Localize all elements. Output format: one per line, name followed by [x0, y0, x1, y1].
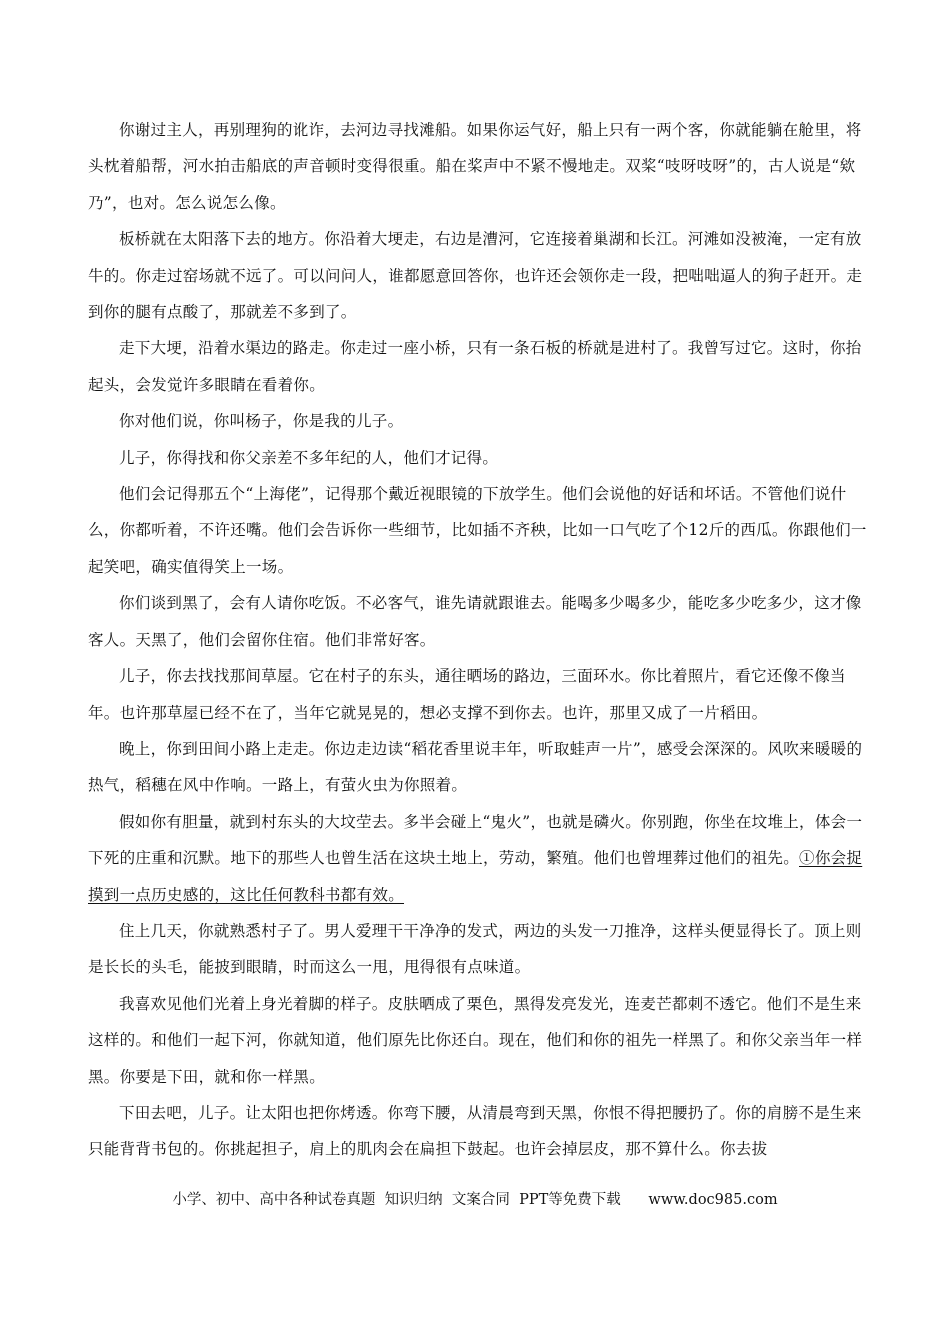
- page-footer: [0, 1188, 950, 1209]
- paragraph-3: 走下大埂，沿着水渠边的路走。你走过一座小桥，只有一条石板的桥就是进村了。我曾写过它。这时，你抬起头，会发觉许多眼睛在看着你。: [88, 339, 862, 394]
- paragraph-10: [88, 804, 870, 913]
- paragraph-7: 你们谈到黑了，会有人请你吃饭。不必客气，谁先请就跟谁去。能喝多少喝多少，能吃多少吃多少，这才像客人。天黑了，他们会留你住宿。他们非常好客。: [88, 594, 862, 649]
- paragraph-11: 住上几天，你就熟悉村子了。男人爱理干干净净的发式，两边的头发一刀推净，这样头便显得长了。顶上则是长长的头毛，能披到眼睛，时而这么一甩，甩得很有点味道。: [88, 921, 862, 977]
- paragraph-1: 你谢过主人，再别理狗的讹诈，去河边寻找滩船。如果你运气好，船上只有一两个客，你就能躺在舱里，将头枕着船帮，河水拍击船底的声音顿时变得很重。船在桨声中不紧不慢地走。双桨“吱呀吱呀”的，古人说是“欸乃”，也对。怎么说怎么像。: [88, 121, 862, 212]
- paragraph-9: 晚上，你到田间小路上走走。你边走边读“稻花香里说丰年，听取蛙声一片”，感受会深深的。风吹来暖暖的热气，稻穗在风中作响。一路上，有萤火虫为你照着。: [88, 739, 863, 795]
- paragraph-5: 儿子，你得找和你父亲差不多年纪的人，他们才记得。: [119, 448, 499, 467]
- underlined-sentence: ①你会捉摸到一点历史感的，这比任何教科书都有效。: [88, 849, 863, 904]
- paragraph-13: 下田去吧，儿子。让太阳也把你烤透。你弯下腰，从清晨弯到天黑，你恨不得把腰扔了。你的肩膀不是生来只能背背书包的。你挑起担子，肩上的肌肉会在扁担下鼓起。也许会掉层皮，那不算什么。你去拔: [88, 1103, 862, 1159]
- article-body: [88, 112, 870, 1168]
- footer-promo-text: 小学、初中、高中各种试卷真题 知识归纳 文案合同 PPT等免费下载: [172, 1192, 621, 1208]
- paragraph-12: 我喜欢见他们光着上身光着脚的样子。皮肤晒成了栗色，黑得发亮发光，连麦芒都刺不透它。他们不是生来这样的。和他们一起下河，你就知道，他们原先比你还白。现在，他们和你的祖先一样黑了。和你父亲当年一样黑。你要是下田，就和你一样黑。: [88, 994, 863, 1086]
- paragraph-6: 他们会记得那五个“上海佬”，记得那个戴近视眼镜的下放学生。他们会说他的好话和坏话。不管他们说什么，你都听着，不许还嘴。他们会告诉你一些细节，比如插不齐秧，比如一口气吃了个12斤的西瓜。你跟他们一起笑吧，确实值得笑上一场。: [88, 485, 867, 576]
- paragraph-2: 板桥就在太阳落下去的地方。你沿着大埂走，右边是漕河，它连接着巢湖和长江。河滩如没被淹，一定有放牛的。你走过窑场就不远了。可以问问人，谁都愿意回答你，也许还会领你走一段，把咄咄逼人的狗子赶开。走到你的腿有点酸了，那就差不多到了。: [88, 230, 863, 322]
- paragraph-4: 你对他们说，你叫杨子，你是我的儿子。: [119, 412, 404, 431]
- paragraph-8: 儿子，你去找找那间草屋。它在村子的东头，通往晒场的路边，三面环水。你比着照片，看它还像不像当年。也许那草屋已经不在了，当年它就晃晃的，想必支撑不到你去。也许，那里又成了一片稻田。: [88, 667, 846, 722]
- footer-site-link[interactable]: www.doc985.com: [648, 1192, 778, 1208]
- paragraph-10-text: 假如你有胆量，就到村东头的大坟茔去。多半会碰上“鬼火”，也就是磷火。你别跑，你坐在坟堆上，体会一下死的庄重和沉默。地下的那些人也曾生活在这块土地上，劳动，繁殖。他们也曾埋葬过他们的祖先。: [88, 812, 863, 868]
